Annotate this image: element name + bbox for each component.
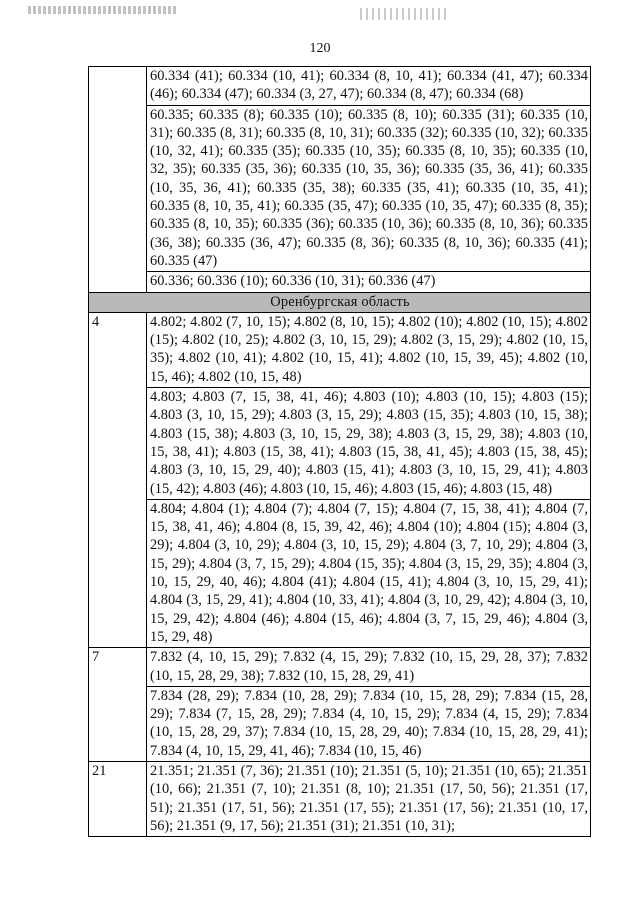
codes-cell: 7.832 (4, 10, 15, 29); 7.832 (4, 15, 29); 7.832 (10, 15, 29, 28, 37); 7.832 (10, 15, 28, 29, 38); 7.832 (10, 15, 28, 29, 41) (147, 648, 591, 687)
table-row (89, 67, 591, 106)
table-row (89, 388, 591, 500)
codes-cell: 4.804; 4.804 (1); 4.804 (7); 4.804 (7, 15); 4.804 (7, 15, 38, 41); 4.804 (7, 15, 38, 41, 46); 4.804 (8, 15, 39, 42, 46); 4.804 (10); 4.804 (15); 4.804 (3, 29); 4.804 (3, 10, 29); 4.804 (3, 10, 15, 29); 4.804 (3, 7, 10, 29); 4.804 (3, 15, 29); 4.804 (3, 7, 15, 29); 4.804 (15, 35); 4.804 (3, 15, 29, 35); 4.804 (3, 10, 15, 29, 40, 46); 4.804 (41); 4.804 (15, 41); 4.804 (3, 10, 15, 29, 41); 4.804 (3, 15, 29, 41); 4.804 (10, 33, 41); 4.804 (3, 10, 29, 42); 4.804 (3, 10, 15, 29, 42); 4.804 (46); 4.804 (15, 46); 4.804 (3, 7, 15, 29, 46); 4.804 (3, 15, 29, 48) (147, 499, 591, 647)
scan-artifact (28, 6, 178, 14)
region-header (89, 292, 591, 312)
codes-cell: 60.336; 60.336 (10); 60.336 (10, 31); 60.336 (47) (147, 272, 591, 292)
region-header-row (89, 292, 591, 312)
codes-cell: 60.334 (41); 60.334 (10, 41); 60.334 (8, 10, 41); 60.334 (41, 47); 60.334 (46); 60.334 (47); 60.334 (3, 27, 47); 60.334 (8, 47); 60.334 (68) (147, 67, 591, 106)
codes-table (88, 66, 591, 837)
table-row (89, 648, 591, 687)
group-number-cell: 4 (89, 312, 147, 647)
group-number-cell: 21 (89, 761, 147, 836)
group-number-cell (89, 67, 147, 293)
scan-artifact (360, 8, 450, 20)
codes-cell: 7.834 (28, 29); 7.834 (10, 28, 29); 7.834 (10, 15, 28, 29); 7.834 (15, 28, 29); 7.834 (7, 15, 28, 29); 7.834 (4, 10, 15, 29); 7.834 (4, 15, 29); 7.834 (10, 15, 28, 29, 37); 7.834 (10, 15, 28, 29, 40); 7.834 (10, 15, 28, 29, 41); 7.834 (4, 10, 15, 29, 41, 46); 7.834 (10, 15, 46) (147, 686, 591, 761)
table-row (89, 312, 591, 387)
region-name: Оренбургская область (270, 293, 410, 310)
table-row (89, 686, 591, 761)
table-row (89, 499, 591, 647)
page-number: 120 (309, 41, 331, 56)
table-row (89, 105, 591, 272)
codes-cell: 4.802; 4.802 (7, 10, 15); 4.802 (8, 10, 15); 4.802 (10); 4.802 (10, 15); 4.802 (15); 4.802 (10, 25); 4.802 (3, 10, 15, 29); 4.802 (3, 15, 29); 4.802 (10, 15, 35); 4.802 (10, 41); 4.802 (10, 15, 41); 4.802 (10, 15, 39, 45); 4.802 (10, 15, 46); 4.802 (10, 15, 48) (147, 312, 591, 387)
codes-cell: 4.803; 4.803 (7, 15, 38, 41, 46); 4.803 (10); 4.803 (10, 15); 4.803 (15); 4.803 (3, 10, 15, 29); 4.803 (3, 15, 29); 4.803 (15, 35); 4.803 (10, 15, 38); 4.803 (15, 38); 4.803 (3, 10, 15, 29, 38); 4.803 (3, 15, 29, 38); 4.803 (10, 15, 38, 41); 4.803 (15, 38, 41); 4.803 (15, 38, 41, 45); 4.803 (15, 38, 45); 4.803 (3, 10, 15, 29, 40); 4.803 (15, 41); 4.803 (3, 10, 15, 29, 41); 4.803 (15, 42); 4.803 (46); 4.803 (10, 15, 46); 4.803 (15, 46); 4.803 (15, 48) (147, 388, 591, 500)
codes-cell: 60.335; 60.335 (8); 60.335 (10); 60.335 (8, 10); 60.335 (31); 60.335 (10, 31); 60.335 (8, 31); 60.335 (8, 10, 31); 60.335 (32); 60.335 (10, 32); 60.335 (10, 32, 41); 60.335 (35); 60.335 (10, 35); 60.335 (8, 10, 35); 60.335 (10, 32, 35); 60.335 (35, 36); 60.335 (10, 35, 36); 60.335 (35, 36, 41); 60.335 (10, 35, 36, 41); 60.335 (35, 38); 60.335 (35, 41); 60.335 (10, 35, 41); 60.335 (8, 10, 35, 41); 60.335 (35, 47); 60.335 (10, 35, 47); 60.335 (8, 35); 60.335 (8, 10, 35); 60.335 (36); 60.335 (10, 36); 60.335 (8, 10, 36); 60.335 (36, 38); 60.335 (36, 47); 60.335 (8, 36); 60.335 (8, 10, 36); 60.335 (41); 60.335 (47) (147, 105, 591, 272)
table-row (89, 761, 591, 836)
group-number-cell: 7 (89, 648, 147, 762)
table-row (89, 272, 591, 292)
codes-cell: 21.351; 21.351 (7, 36); 21.351 (10); 21.351 (5, 10); 21.351 (10, 65); 21.351 (10, 66); 21.351 (7, 10); 21.351 (8, 10); 21.351 (17, 50, 56); 21.351 (17, 51); 21.351 (17, 51, 56); 21.351 (17, 55); 21.351 (17, 56); 21.351 (10, 17, 56); 21.351 (9, 17, 56); 21.351 (31); 21.351 (10, 31); (147, 761, 591, 836)
